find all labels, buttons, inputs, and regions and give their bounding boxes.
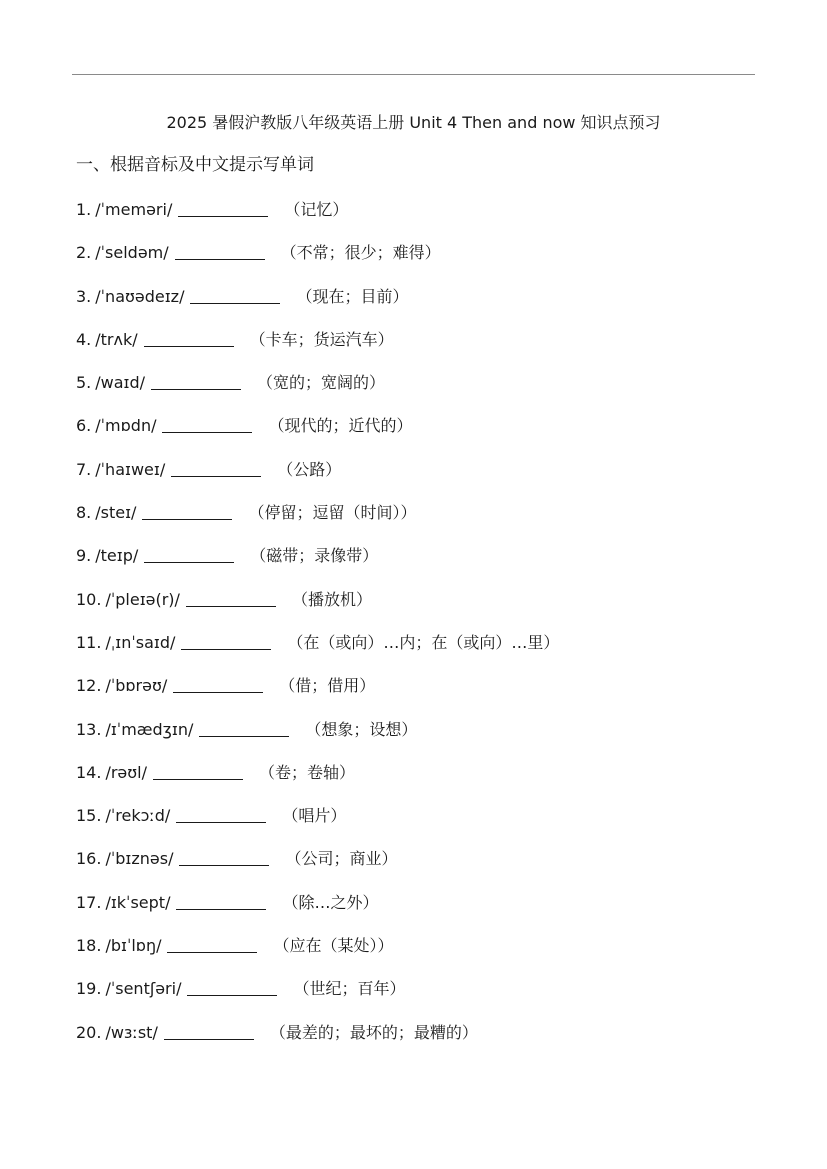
item-number: 11. [76, 632, 102, 652]
item-number: 18. [76, 936, 102, 956]
item-phonetic: /ˈsentʃəri/ [105, 979, 182, 999]
item-meaning: （唱片） [282, 806, 347, 826]
item-phonetic: /ˈrekɔːd/ [105, 806, 171, 826]
answer-blank[interactable] [176, 805, 266, 823]
item-number: 6. [76, 416, 92, 436]
item-number: 20. [76, 1022, 102, 1042]
item-meaning: （停留；逗留（时间）） [248, 503, 417, 523]
exercise-item [76, 978, 796, 1021]
item-number: 14. [76, 762, 102, 782]
section-heading: 一、根据音标及中文提示写单词 [76, 155, 314, 175]
item-phonetic: /ˈhaɪweɪ/ [95, 459, 166, 479]
header-rule [72, 74, 755, 75]
item-phonetic: /ˌɪnˈsaɪd/ [105, 632, 176, 652]
item-phonetic: /wɜːst/ [105, 1022, 158, 1042]
item-number: 7. [76, 459, 92, 479]
exercise-item [76, 286, 796, 329]
exercise-item [76, 589, 796, 632]
answer-blank[interactable] [199, 719, 289, 737]
exercise-item [76, 415, 796, 458]
exercise-item [76, 892, 796, 935]
exercise-item [76, 719, 796, 762]
item-number: 16. [76, 849, 102, 869]
item-number: 12. [76, 676, 102, 696]
item-phonetic: /ɪkˈsept/ [105, 892, 171, 912]
answer-blank[interactable] [178, 199, 268, 217]
item-meaning: （公司；商业） [285, 849, 398, 869]
item-number: 1. [76, 200, 92, 219]
item-meaning: （除…之外） [282, 892, 379, 912]
item-meaning: （卡车；货运汽车） [249, 329, 394, 349]
item-number: 15. [76, 806, 102, 826]
answer-blank[interactable] [153, 762, 243, 780]
item-meaning: （播放机） [291, 589, 372, 609]
answer-blank[interactable] [173, 675, 263, 693]
answer-blank[interactable] [162, 415, 252, 433]
exercise-item [76, 502, 796, 545]
item-meaning: （宽的；宽阔的） [257, 373, 386, 393]
item-meaning: （磁带；录像带） [250, 546, 379, 566]
item-number: 10. [76, 589, 102, 609]
item-phonetic: /trʌk/ [95, 329, 138, 349]
answer-blank[interactable] [151, 372, 241, 390]
answer-blank[interactable] [164, 1022, 254, 1040]
item-number: 3. [76, 286, 92, 306]
exercise-item [76, 1022, 796, 1065]
item-number: 17. [76, 892, 102, 912]
item-number: 9. [76, 546, 92, 566]
exercise-list [76, 199, 796, 1065]
item-number: 8. [76, 503, 92, 523]
item-meaning: （现在；目前） [296, 286, 409, 306]
exercise-item [76, 242, 796, 285]
answer-blank[interactable] [187, 978, 277, 996]
exercise-item [76, 935, 796, 978]
document-title: 2025 暑假沪教版八年级英语上册 Unit 4 Then and now 知识点预习 [166, 113, 661, 132]
answer-blank[interactable] [171, 459, 261, 477]
answer-blank[interactable] [179, 848, 269, 866]
item-phonetic: /ˈmeməri/ [95, 200, 173, 219]
answer-blank[interactable] [175, 242, 265, 260]
item-phonetic: /ɪˈmædʒɪn/ [105, 719, 194, 739]
answer-blank[interactable] [190, 286, 280, 304]
exercise-item [76, 459, 796, 502]
item-meaning: （卷；卷轴） [258, 762, 355, 782]
item-phonetic: /ˈpleɪə(r)/ [105, 589, 180, 609]
answer-blank[interactable] [181, 632, 271, 650]
item-phonetic: /ˈbɒrəʊ/ [105, 676, 168, 696]
item-meaning: （记忆） [284, 200, 349, 219]
item-meaning: （在（或向）…内；在（或向）…里） [287, 632, 560, 652]
item-meaning: （应在（某处）） [273, 936, 394, 956]
exercise-item [76, 675, 796, 718]
item-phonetic: /waɪd/ [95, 373, 146, 393]
exercise-item [76, 762, 796, 805]
item-number: 19. [76, 979, 102, 999]
item-phonetic: /ˈbɪznəs/ [105, 849, 174, 869]
item-phonetic: /rəʊl/ [105, 762, 147, 782]
item-phonetic: /ˈnaʊədeɪz/ [95, 286, 185, 306]
item-meaning: （公路） [277, 459, 342, 479]
item-meaning: （现代的；近代的） [268, 416, 413, 436]
item-meaning: （不常；很少；难得） [280, 243, 441, 263]
exercise-item [76, 805, 796, 848]
item-number: 2. [76, 243, 92, 263]
item-meaning: （世纪；百年） [293, 979, 406, 999]
answer-blank[interactable] [144, 329, 234, 347]
exercise-item [76, 199, 796, 242]
exercise-item [76, 545, 796, 588]
item-phonetic: /ˈmɒdn/ [95, 416, 157, 436]
item-number: 13. [76, 719, 102, 739]
item-number: 5. [76, 373, 92, 393]
item-phonetic: /ˈseldəm/ [95, 243, 169, 263]
exercise-item [76, 329, 796, 372]
answer-blank[interactable] [186, 589, 276, 607]
item-number: 4. [76, 329, 92, 349]
item-meaning: （想象；设想） [305, 719, 418, 739]
item-phonetic: /bɪˈlɒŋ/ [105, 936, 162, 956]
answer-blank[interactable] [167, 935, 257, 953]
item-phonetic: /teɪp/ [95, 546, 139, 566]
item-meaning: （最差的；最坏的；最糟的） [269, 1022, 478, 1042]
answer-blank[interactable] [176, 892, 266, 910]
exercise-item [76, 848, 796, 891]
exercise-item [76, 372, 796, 415]
exercise-item [76, 632, 796, 675]
answer-blank[interactable] [142, 502, 232, 520]
item-meaning: （借；借用） [279, 676, 376, 696]
answer-blank[interactable] [144, 545, 234, 563]
item-phonetic: /steɪ/ [95, 503, 137, 523]
